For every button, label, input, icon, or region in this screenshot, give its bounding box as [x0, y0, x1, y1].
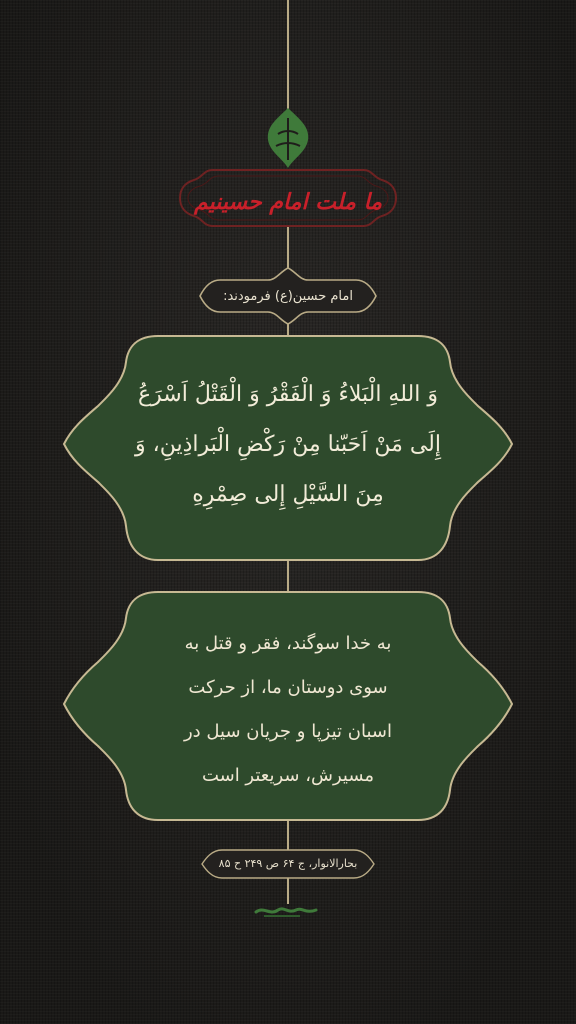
logo-title: ما ملت امام حسینیم — [193, 189, 383, 215]
translation-line: به خدا سوگند، فقر و قتل به — [184, 633, 392, 654]
translation-text — [150, 622, 426, 798]
intro-label: امام حسین(ع) فرمودند: — [223, 288, 353, 304]
calligraphy-emblem-icon — [268, 108, 308, 168]
hadith-arabic-text — [120, 370, 456, 520]
hadith-line: وَ اللهِ الْبَلاءُ وَ الْفَقْرُ وَ الْقَتْلُ اَسْرَعُ — [138, 382, 438, 407]
source-citation: بحارالانوار، ج ۶۴ ص ۲۴۹ ح ۸۵ — [218, 856, 358, 870]
brand-signature-icon — [256, 909, 316, 916]
translation-line: مسیرش، سریعتر است — [201, 765, 375, 786]
hadith-line: مِنَ السَّيْلِ إِلى صِمْرِهِ — [192, 482, 384, 507]
hadith-line: إِلَى مَنْ اَحَبّنا مِنْ رَكْضِ الْبَراذِينِ، وَ — [134, 432, 441, 457]
translation-line: سوی دوستان ما، از حرکت — [188, 677, 388, 698]
translation-line: اسبان تیزپا و جریان سیل در — [183, 721, 392, 742]
